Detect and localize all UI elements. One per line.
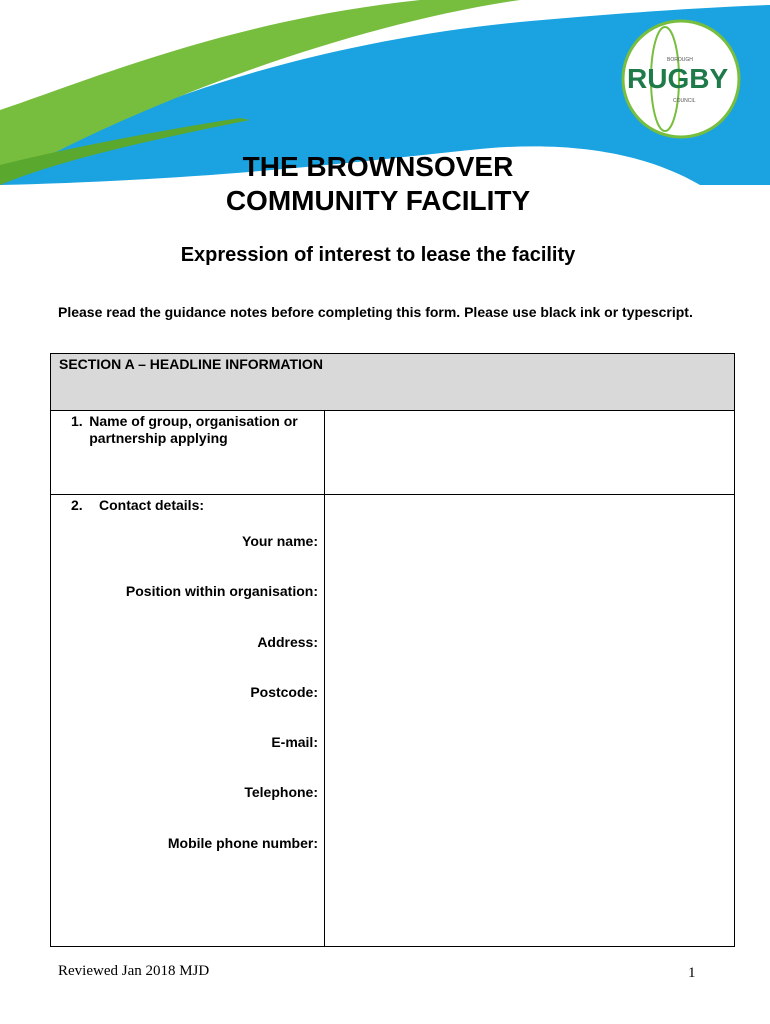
section-a-table	[50, 353, 735, 947]
field-label-mobile: Mobile phone number:	[167, 834, 318, 851]
page-number: 1	[688, 965, 696, 981]
contact-fields-list	[51, 533, 324, 885]
document-subtitle: Expression of interest to lease the facility	[180, 244, 576, 266]
q2-label: Contact details:	[99, 497, 205, 513]
footer-reviewed: Reviewed Jan 2018 MJD	[58, 963, 210, 979]
instructions-text: Please read the guidance notes before completing this form. Please use black ink or typescript.	[58, 304, 693, 320]
q1-label-cell	[51, 411, 325, 495]
q2-answer-field[interactable]	[325, 495, 735, 947]
section-a-heading-text: SECTION A – HEADLINE INFORMATION	[59, 356, 323, 372]
title-line-1: THE BROWNSOVER	[242, 151, 514, 182]
field-label-position: Position within organisation:	[125, 583, 318, 600]
field-label-telephone: Telephone:	[244, 784, 318, 801]
q1-label: Name of group, organisation or partnership applying	[89, 413, 298, 446]
rugby-borough-council-logo	[605, 18, 757, 140]
q1-answer-field[interactable]	[325, 411, 735, 495]
logo-main-text: RUGBY	[627, 63, 729, 94]
q2-label-cell	[51, 495, 325, 947]
field-label-email: E-mail:	[271, 734, 318, 751]
field-label-postcode: Postcode:	[250, 683, 318, 700]
title-line-2: COMMUNITY FACILITY	[225, 185, 531, 216]
field-label-your-name: Your name:	[242, 533, 318, 549]
logo-top-text: BOROUGH	[667, 57, 693, 63]
logo-bottom-text: COUNCIL	[673, 98, 696, 104]
white-top-left	[0, 0, 60, 60]
document-title	[0, 150, 756, 218]
section-a-heading	[51, 354, 735, 411]
field-label-address: Address:	[257, 633, 318, 650]
q1-number: 1.	[71, 413, 83, 429]
q2-number: 2.	[71, 497, 83, 513]
